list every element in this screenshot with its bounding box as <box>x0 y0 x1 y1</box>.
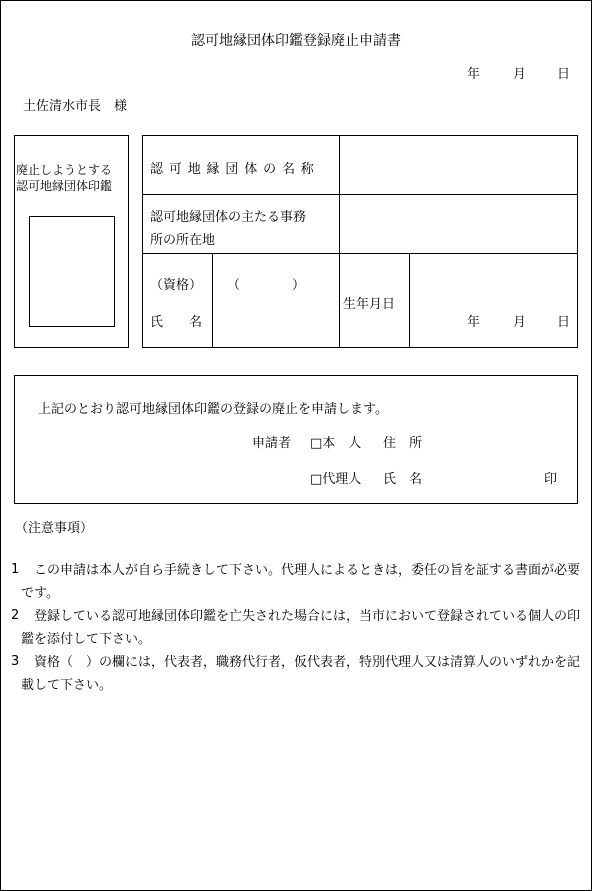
office-label-line1: 認可地縁団体の主たる事務 <box>150 210 307 225</box>
address-label: 住 所 <box>383 436 423 451</box>
office-label-line2: 所の所在地 <box>150 233 216 248</box>
birth-month: 月 <box>513 315 527 330</box>
application-statement: 上記のとおり認可地縁団体印鑑の登録の廃止を申請します。 <box>38 402 388 417</box>
name-field[interactable] <box>215 296 337 344</box>
note-2-number: 2 <box>11 608 20 623</box>
birth-year: 年 <box>467 315 481 330</box>
seal-mark: 印 <box>544 472 558 487</box>
note-3-number: 3 <box>11 654 20 669</box>
qualification-label: （資格） <box>150 278 203 293</box>
note-3-text: 資格（ ）の欄には，代表者，職務代行者，仮代表者，特別代理人又は清算人のいずれかを記載して下さい。 <box>21 655 581 693</box>
seal-label-line1: 廃止しようとする <box>16 163 113 177</box>
qualification-field[interactable]: （ ） <box>227 278 306 293</box>
seal-box <box>14 135 129 348</box>
form-title: 認可地縁団体印鑑登録廃止申請書 <box>191 33 401 49</box>
org-name-label: 認可地縁団体の名称 <box>150 162 320 177</box>
agent-checkbox[interactable]: □代理人 <box>310 472 362 487</box>
office-address-field[interactable] <box>342 197 574 251</box>
date-day: 日 <box>557 67 571 82</box>
birth-date-label: 生年月日 <box>343 297 396 312</box>
application-box <box>14 375 578 504</box>
date-year: 年 <box>467 67 481 82</box>
notes-heading: （注意事項） <box>15 521 94 536</box>
info-table <box>142 135 578 348</box>
note-1-number: 1 <box>11 562 20 577</box>
org-name-field[interactable] <box>342 138 574 192</box>
note-1-text: この申請は本人が自ら手続きして下さい。代理人によるときは，委任の旨を証する書面が必要です。 <box>21 563 581 601</box>
applicant-label: 申請者 <box>252 436 292 451</box>
addressee: 土佐清水市長 様 <box>23 99 128 114</box>
agent-name-label: 氏 名 <box>383 472 423 487</box>
birth-day: 日 <box>557 315 571 330</box>
seal-label-line2: 認可地縁団体印鑑 <box>16 179 113 193</box>
name-label: 氏 名 <box>150 315 203 330</box>
date-month: 月 <box>513 67 527 82</box>
seal-impression-area[interactable] <box>29 216 115 327</box>
note-2-text: 登録している認可地縁団体印鑑を亡失された場合には，当市において登録されている個人の印鑑を添付して下さい。 <box>21 609 581 647</box>
self-checkbox[interactable]: □本 人 <box>310 436 362 451</box>
